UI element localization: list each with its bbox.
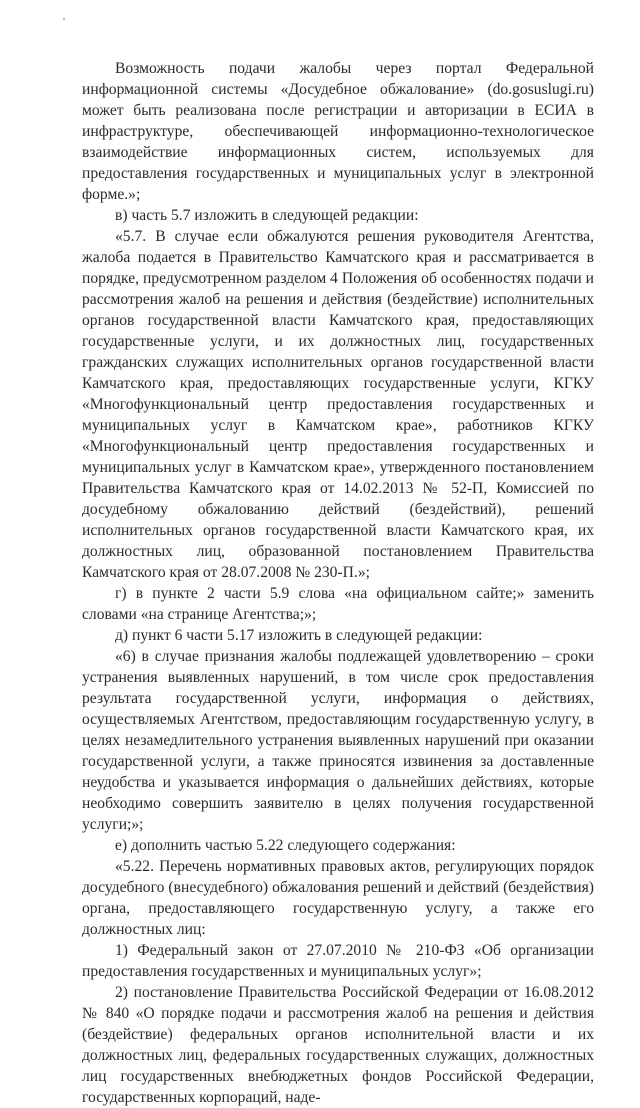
scan-speck: [63, 18, 65, 20]
paragraph-item-v: в) часть 5.7 изложить в следующей редакции:: [115, 207, 419, 224]
paragraph-resolution-840: 2) постановление Правительства Российской Федерации от 16.08.2012 № 840 «О порядке подачи и рассмотрения жалоб на решения и действия (бездействие) федеральных органов исполнительной власти и их должностных лиц, федеральных государственных служащих, должностных лиц государственных внебюджетных фондов Российской Федерации, государственных корпораций, наде-: [82, 984, 594, 1106]
paragraph-item-e: е) дополнить частью 5.22 следующего содержания:: [115, 837, 456, 854]
paragraph-federal-law-210: 1) Федеральный закон от 27.07.2010 № 210-ФЗ «Об организации предоставления государственных и муниципальных услуг»;: [82, 942, 594, 980]
document-body: [82, 58, 594, 1108]
paragraph-item-g: г) в пункте 2 части 5.9 слова «на официальном сайте;» заменить словами «на странице Агентства;»;: [82, 585, 594, 623]
paragraph-section-5-22: «5.22. Перечень нормативных правовых актов, регулирующих порядок досудебного (внесудебного) обжалования решений и действий (бездействия) органа, предоставляющего государственную услугу, а также его должностных лиц:: [82, 858, 594, 938]
paragraph-portal-complaint: Возможность подачи жалобы через портал Федеральной информационной системы «Досудебное обжалование» (do.gosuslugi.ru) может быть реализована после регистрации и авторизации в ЕСИА в инфраструктуре, обеспечивающей информационно-технологическое взаимодействие информационных систем, используемых для предоставления государственных и муниципальных услуг в электронной форме.»;: [82, 60, 594, 203]
paragraph-clause-6: «6) в случае признания жалобы подлежащей удовлетворению – сроки устранения выявленных нарушений, в том числе срок предоставления результата государственной услуги, информация о действиях, осуществляемых Агентством, предоставляющим государственную услугу, в целях незамедлительного устранения выявленных нарушений при оказании государственной услуги, а также приносятся извинения за доставленные неудобства и указывается информация о дальнейших действиях, которые необходимо совершить заявителю в целях получения государственной услуги;»;: [82, 648, 594, 833]
paragraph-section-5-7: «5.7. В случае если обжалуются решения руководителя Агентства, жалоба подается в Правительство Камчатского края и рассматривается в порядке, предусмотренном разделом 4 Положения об особенностях подачи и рассмотрения жалоб на решения и действия (бездействие) исполнительных органов государственной власти Камчатского края, предоставляющих государственные услуги, и их должностных лиц, государственных гражданских служащих исполнительных органов государственной власти Камчатского края, предоставляющих государственные услуги, КГКУ «Многофункциональный центр предоставления государственных и муниципальных услуг в Камчатском крае», работников КГКУ «Многофункциональный центр предоставления государственных и муниципальных услуг в Камчатском крае», утвержденного постановлением Правительства Камчатского края от 14.02.2013 № 52-П, Комиссией по досудебному обжалованию действий (бездействий), решений исполнительных органов государственной власти Камчатского края, их должностных лиц, образованной постановлением Правительства Камчатского края от 28.07.2008 № 230-П.»;: [82, 228, 594, 581]
paragraph-item-d: д) пункт 6 части 5.17 изложить в следующей редакции:: [115, 627, 483, 644]
